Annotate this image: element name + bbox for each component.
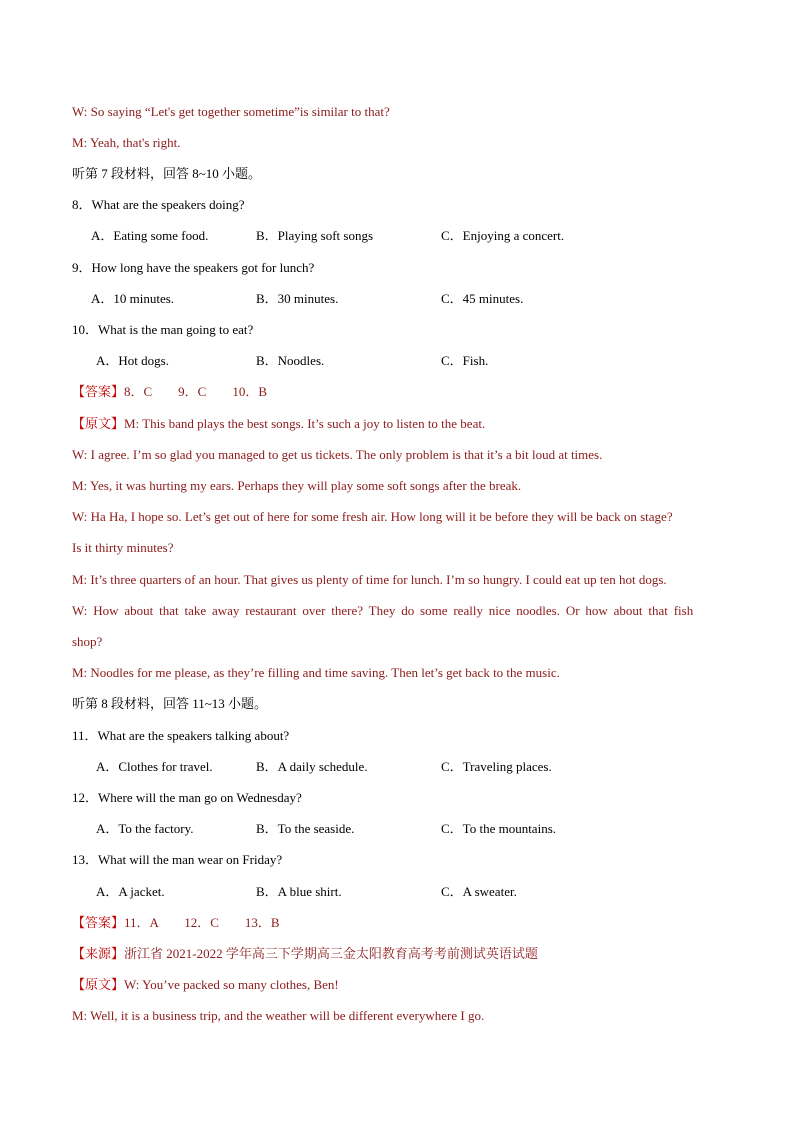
original-label: 【原文】 [72,416,125,431]
question-text: How long have the speakers got for lunch? [91,260,315,275]
options-row [72,819,734,839]
transcript-line: W: I agree. I’m so glad you managed to get us tickets. The only problem is that it’s a bit loud at times. [72,447,603,462]
option-c[interactable]: C．45 minutes. [441,291,524,306]
option-c[interactable]: C．A sweater. [441,884,517,899]
transcript-line: W: So saying “Let's get together sometime”is similar to that? [72,104,390,119]
option-a[interactable]: A．Clothes for travel. [96,759,213,774]
section-heading: 听第 8 段材料，回答 11~13 小题。 [72,696,268,711]
question-text: What are the speakers doing? [91,197,245,212]
answer-line [72,382,734,402]
options-row [72,351,734,371]
option-c[interactable]: C．Fish. [441,353,489,368]
answer-line [72,913,734,933]
source-text: 浙江省 2021-2022 学年高三下学期高三金太阳教育高考考前测试英语试题 [124,946,538,961]
option-c[interactable]: C．To the mountains. [441,821,557,836]
question-text: What is the man going to eat? [98,322,254,337]
source-label: 【来源】 [72,946,125,961]
transcript-line: Is it thirty minutes? [72,540,174,555]
answer-text: 11．A 12．C 13．B [124,915,280,930]
transcript-text: W: You’ve packed so many clothes, Ben! [124,977,339,992]
option-a[interactable]: A．A jacket. [96,884,165,899]
question-10 [72,320,734,340]
question-number: 9． [72,260,92,275]
question-text: What will the man wear on Friday? [98,852,283,867]
options-row [72,882,734,902]
section-heading: 听第 7 段材料，回答 8~10 小题。 [72,166,262,181]
question-13 [72,850,734,870]
question-12 [72,788,734,808]
options-row [72,289,734,309]
question-number: 13． [72,852,99,867]
original-label: 【原文】 [72,977,125,992]
option-b[interactable]: B．To the seaside. [256,821,355,836]
transcript-line: W: Ha Ha, I hope so. Let’s get out of here for some fresh air. How long will it be before they will be back on stage? [72,509,673,524]
option-a[interactable]: A．Eating some food. [91,228,209,243]
original-line [72,975,734,995]
source-line [72,944,734,964]
transcript-line: shop? [72,634,103,649]
transcript-line: M: Yeah, that's right. [72,135,181,150]
question-text: What are the speakers talking about? [97,728,290,743]
question-number: 8． [72,197,92,212]
option-b[interactable]: B．Noodles. [256,353,325,368]
option-c[interactable]: C．Traveling places. [441,759,552,774]
option-a[interactable]: A．To the factory. [96,821,194,836]
option-a[interactable]: A．10 minutes. [91,291,175,306]
answer-label: 【答案】 [72,384,125,399]
question-11 [72,726,734,746]
transcript-line: M: Well, it is a business trip, and the weather will be different everywhere I go. [72,1008,485,1023]
question-number: 12． [72,790,99,805]
answer-text: 8．C 9．C 10．B [124,384,268,399]
transcript-line: M: It’s three quarters of an hour. That gives us plenty of time for lunch. I’m so hungry. I could eat up ten hot dogs. [72,572,667,587]
question-9 [72,258,734,278]
option-b[interactable]: B．A blue shirt. [256,884,342,899]
question-number: 10． [72,322,99,337]
options-row [72,226,734,246]
question-8 [72,195,734,215]
transcript-line: W: How about that take away restaurant over there? They do some really nice noodles. Or how about that fish [72,603,694,618]
option-c[interactable]: C．Enjoying a concert. [441,228,565,243]
option-a[interactable]: A．Hot dogs. [96,353,169,368]
answer-label: 【答案】 [72,915,125,930]
question-text: Where will the man go on Wednesday? [98,790,302,805]
option-b[interactable]: B．30 minutes. [256,291,339,306]
question-number: 11． [72,728,98,743]
options-row [72,757,734,777]
transcript-text: M: This band plays the best songs. It’s such a joy to listen to the beat. [124,416,486,431]
transcript-line: M: Noodles for me please, as they’re filling and time saving. Then let’s get back to the music. [72,665,560,680]
option-b[interactable]: B．Playing soft songs [256,228,374,243]
original-line [72,414,734,434]
transcript-line: M: Yes, it was hurting my ears. Perhaps they will play some soft songs after the break. [72,478,522,493]
option-b[interactable]: B．A daily schedule. [256,759,368,774]
